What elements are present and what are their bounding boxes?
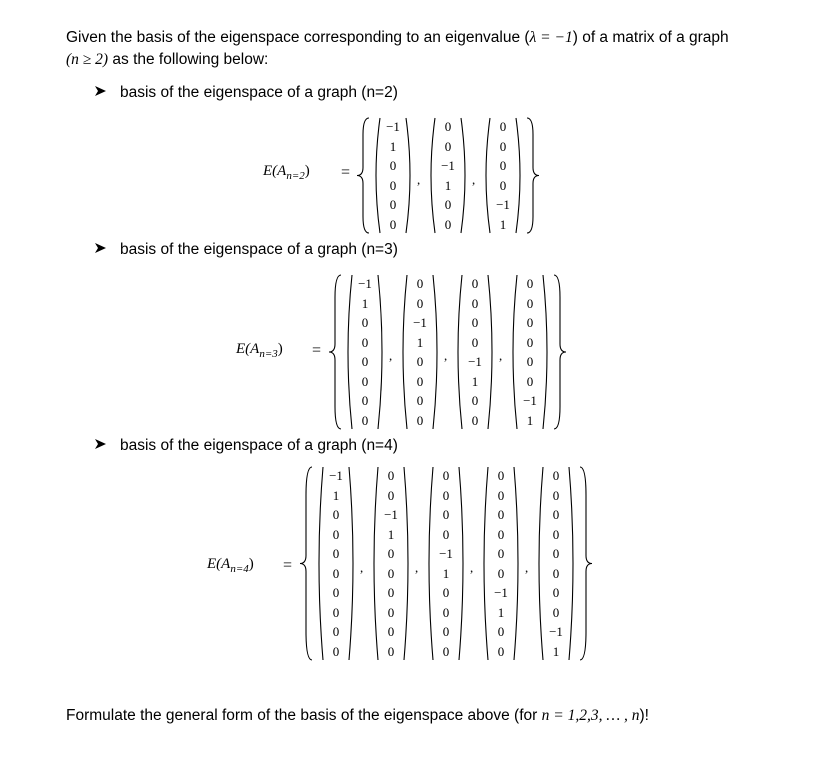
vector-entry: 1	[526, 412, 534, 428]
basis-vector	[426, 117, 470, 234]
vector-entry: 0	[497, 487, 505, 503]
basis-vector	[398, 274, 442, 430]
vector-entry: −1	[441, 158, 455, 173]
basis-set-n4	[298, 466, 594, 661]
vector-entry: 0	[389, 158, 397, 173]
vector-entry: 0	[442, 643, 450, 659]
vector-entry: 0	[499, 158, 507, 173]
basis-vector	[453, 274, 497, 430]
vector-entry: 0	[416, 393, 424, 408]
vector-separator-comma: ,	[389, 348, 393, 363]
vector-entry: 0	[332, 624, 340, 639]
vector-entry: −1	[523, 393, 537, 408]
label-sub: n=3	[259, 348, 278, 360]
intro-text: Given the basis of the eigenspace corresponding to an eigenvalue (	[66, 29, 530, 46]
vector-entry: 1	[552, 643, 560, 659]
vector-entry: −1	[494, 585, 508, 600]
vector-entry: 0	[387, 565, 395, 581]
vector-entry: 0	[497, 526, 505, 542]
vector-entry: 0	[471, 412, 479, 428]
vector-entry: 0	[387, 585, 395, 600]
eigenspace-label-n2	[263, 163, 310, 182]
closing-expr: n = 1,2,3, … , n	[541, 707, 640, 724]
bullet-n2	[94, 83, 398, 103]
vector-entry: 0	[552, 507, 560, 522]
vector-entry: 1	[471, 373, 479, 389]
eigenvalue-expr: λ = −1	[529, 29, 573, 46]
basis-vector	[534, 466, 578, 661]
vector-separator-comma: ,	[415, 559, 419, 575]
vector-entry: 0	[442, 585, 450, 600]
vector-entry: 1	[387, 526, 395, 542]
vector-separator-comma: ,	[360, 559, 364, 575]
vector-entry: 1	[444, 177, 452, 193]
left-set-brace	[327, 274, 343, 430]
vector-entry: 0	[416, 354, 424, 369]
vector-entry: 0	[361, 373, 369, 389]
intro-text-line2: as the following below:	[108, 51, 269, 68]
vector-entry: 1	[497, 604, 505, 620]
vector-entry: 0	[471, 334, 479, 350]
vector-entry: 0	[444, 197, 452, 212]
label-E: E(A	[263, 163, 287, 179]
label-sub: n=4	[230, 563, 249, 575]
eigenspace-label-n4	[207, 556, 254, 575]
vector-entry: 0	[497, 507, 505, 522]
vector-entry: 0	[361, 393, 369, 408]
vector-entry: −1	[329, 468, 343, 483]
arrow-bullet-icon	[94, 240, 108, 260]
vector-entry: 0	[442, 487, 450, 503]
bullet-label: basis of the eigenspace of a graph (n=4)	[120, 437, 398, 454]
vector-entry: 1	[332, 487, 340, 503]
right-set-brace	[552, 274, 568, 430]
vector-entry: −1	[386, 119, 400, 134]
label-close: )	[248, 556, 254, 572]
eigenspace-label-n3	[236, 341, 283, 360]
vector-entry: 0	[442, 526, 450, 542]
vector-entry: 0	[387, 624, 395, 639]
vector-entry: 0	[552, 468, 560, 483]
vector-entry: 0	[526, 373, 534, 389]
vector-entry: 0	[552, 604, 560, 620]
vector-entry: 0	[444, 216, 452, 232]
vector-entry: 0	[332, 507, 340, 522]
arrow-bullet-icon	[94, 436, 108, 456]
vector-separator-comma: ,	[499, 348, 503, 363]
equals-sign: =	[283, 557, 293, 574]
vector-entry: −1	[468, 354, 482, 369]
equals-sign: =	[312, 342, 322, 359]
basis-set-n3	[327, 274, 568, 430]
basis-vector	[424, 466, 468, 661]
label-close: )	[304, 163, 310, 179]
basis-vector	[314, 466, 358, 661]
vector-entry: 0	[497, 468, 505, 483]
basis-vector	[508, 274, 552, 430]
intro-paragraph	[66, 27, 786, 71]
vector-entry: 0	[332, 585, 340, 600]
vector-entry: 0	[497, 643, 505, 659]
vector-entry: 0	[526, 354, 534, 369]
vector-entry: 0	[416, 295, 424, 311]
equals-sign: =	[341, 164, 351, 181]
closing-paragraph	[66, 705, 649, 727]
label-E: E(A	[236, 341, 260, 357]
basis-vector	[343, 274, 387, 430]
left-set-brace	[355, 117, 371, 234]
vector-entry: 0	[552, 585, 560, 600]
left-set-brace	[298, 466, 314, 661]
vector-entry: 0	[332, 565, 340, 581]
vector-entry: 0	[442, 604, 450, 620]
bullet-label: basis of the eigenspace of a graph (n=3)	[120, 241, 398, 258]
vector-entry: 0	[552, 526, 560, 542]
vector-entry: 0	[499, 119, 507, 134]
closing-text: Formulate the general form of the basis of the eigenspace above (for	[66, 707, 542, 724]
vector-entry: 0	[552, 565, 560, 581]
vector-entry: 0	[361, 354, 369, 369]
label-sub: n=2	[286, 170, 305, 182]
vector-entry: −1	[496, 197, 510, 212]
vector-entry: 1	[416, 334, 424, 350]
vector-entry: 0	[552, 487, 560, 503]
vector-entry: 0	[332, 546, 340, 561]
vector-entry: 1	[361, 295, 369, 311]
basis-vector	[371, 117, 415, 234]
vector-entry: 0	[526, 295, 534, 311]
vector-entry: 0	[497, 546, 505, 561]
vector-entry: 0	[471, 276, 479, 291]
vector-entry: 0	[499, 177, 507, 193]
vector-entry: 0	[442, 468, 450, 483]
vector-entry: 0	[332, 526, 340, 542]
vector-entry: 0	[497, 565, 505, 581]
vector-entry: 0	[444, 119, 452, 134]
vector-entry: 1	[499, 216, 507, 232]
vector-entry: 0	[471, 295, 479, 311]
vector-entry: 0	[387, 487, 395, 503]
vector-entry: 0	[387, 546, 395, 561]
vector-entry: 0	[526, 334, 534, 350]
vector-entry: 0	[444, 138, 452, 154]
vector-entry: 0	[552, 546, 560, 561]
vector-entry: 0	[416, 412, 424, 428]
vector-entry: 1	[389, 138, 397, 154]
condition-expr: (n ≥ 2)	[66, 51, 109, 68]
vector-entry: −1	[549, 624, 563, 639]
vector-entry: −1	[439, 546, 453, 561]
vector-entry: 0	[471, 393, 479, 408]
vector-separator-comma: ,	[470, 559, 474, 575]
vector-separator-comma: ,	[472, 171, 476, 187]
bullet-n4	[94, 436, 398, 456]
vector-entry: 0	[361, 412, 369, 428]
bullet-label: basis of the eigenspace of a graph (n=2)	[120, 84, 398, 101]
bullet-n3	[94, 240, 398, 260]
vector-entry: 0	[332, 604, 340, 620]
vector-entry: 1	[442, 565, 450, 581]
vector-entry: 0	[526, 276, 534, 291]
vector-entry: 0	[442, 624, 450, 639]
vector-entry: 0	[361, 315, 369, 330]
right-set-brace	[578, 466, 594, 661]
vector-entry: 0	[389, 216, 397, 232]
vector-entry: 0	[361, 334, 369, 350]
vector-entry: 0	[499, 138, 507, 154]
vector-entry: 0	[389, 197, 397, 212]
vector-entry: 0	[387, 643, 395, 659]
vector-entry: 0	[387, 468, 395, 483]
vector-entry: 0	[471, 315, 479, 330]
vector-entry: 0	[442, 507, 450, 522]
basis-vector	[369, 466, 413, 661]
right-set-brace	[525, 117, 541, 234]
vector-separator-comma: ,	[525, 559, 529, 575]
closing-tail: )!	[639, 707, 649, 724]
basis-vector	[481, 117, 525, 234]
vector-entry: 0	[416, 276, 424, 291]
vector-entry: 0	[526, 315, 534, 330]
label-close: )	[277, 341, 283, 357]
vector-entry: −1	[384, 507, 398, 522]
vector-entry: 0	[389, 177, 397, 193]
vector-entry: 0	[387, 604, 395, 620]
vector-entry: −1	[358, 276, 372, 291]
vector-entry: 0	[332, 643, 340, 659]
basis-set-n2	[355, 117, 541, 234]
arrow-bullet-icon	[94, 83, 108, 103]
intro-text-tail: ) of a matrix of a graph	[572, 29, 729, 46]
vector-separator-comma: ,	[444, 348, 448, 363]
basis-vector	[479, 466, 523, 661]
vector-entry: 0	[497, 624, 505, 639]
vector-entry: −1	[413, 315, 427, 330]
label-E: E(A	[207, 556, 231, 572]
vector-separator-comma: ,	[417, 171, 421, 187]
vector-entry: 0	[416, 373, 424, 389]
